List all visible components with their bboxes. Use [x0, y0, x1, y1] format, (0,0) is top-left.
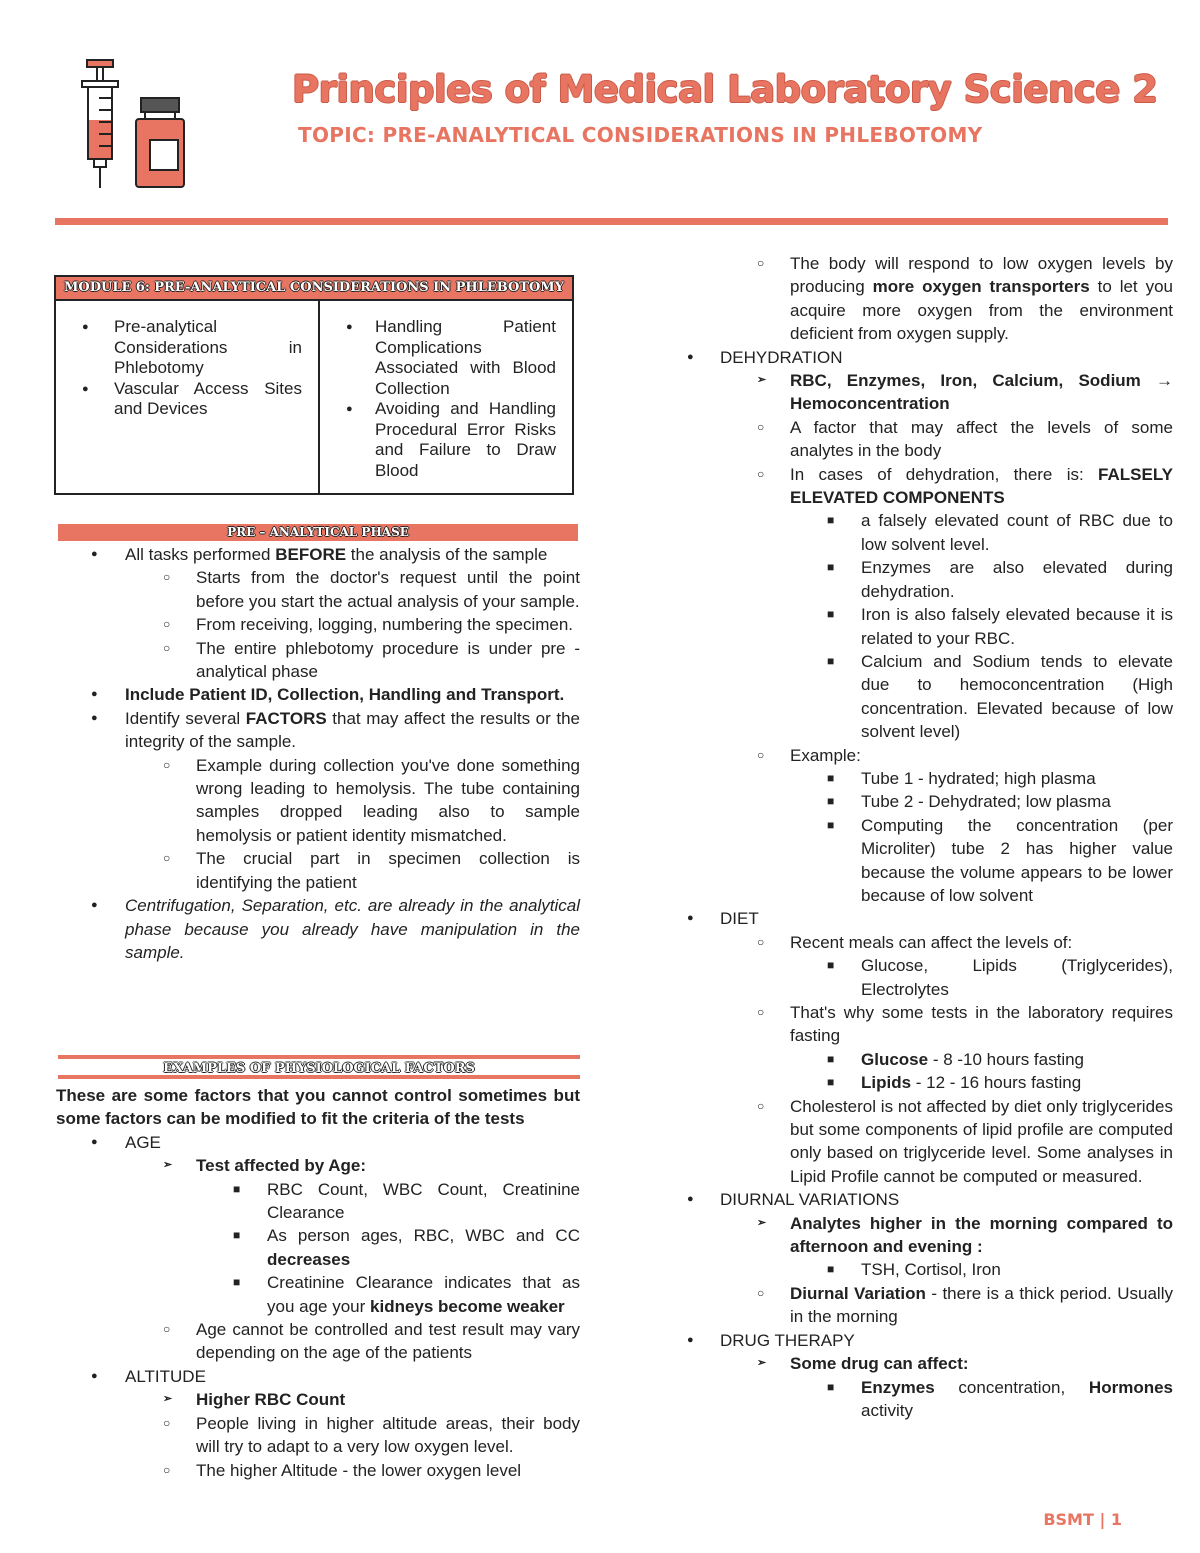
module-heading: MODULE 6: PRE-ANALYTICAL CONSIDERATIONS IN PHLEBOTOMY	[56, 277, 572, 301]
factor-dehydration: ● DEHYDRATION	[720, 346, 1173, 369]
list-item: ■ As person ages, RBC, WBC and CC decreases	[267, 1224, 580, 1271]
list-item: ■ a falsely elevated count of RBC due to low solvent level.	[861, 509, 1173, 556]
list-item: ➢ Analytes higher in the morning compared to afternoon and evening :	[790, 1212, 1173, 1259]
list-item: ○ Cholesterol is not affected by diet only triglycerides but some components of lipid profile are computed only based on triglyceride level. Some analyses in Lipid Profile cannot be computed or measured.	[790, 1095, 1173, 1189]
section-intro: These are some factors that you cannot control sometimes but some factors can be modified to fit the criteria of the tests	[56, 1086, 580, 1129]
list-item: ● Vascular Access Sites and Devices	[56, 379, 302, 420]
list-item: ● Avoiding and Handling Procedural Error Risks and Failure to Draw Blood	[320, 399, 556, 481]
factor-drug-therapy: ● DRUG THERAPY	[720, 1329, 1173, 1352]
list-item: ○ Diurnal Variation - there is a thick period. Usually in the morning	[790, 1282, 1173, 1329]
list-item: ○ A factor that may affect the levels of some analytes in the body	[790, 416, 1173, 463]
document-title: Principles of Medical Laboratory Science 2	[292, 68, 1158, 111]
factor-age: ● AGE	[125, 1131, 580, 1154]
list-item: ○ The entire phlebotomy procedure is under pre - analytical phase	[196, 637, 580, 684]
factor-diurnal-variations: ● DIURNAL VARIATIONS	[720, 1188, 1173, 1211]
factor-altitude: ● ALTITUDE	[125, 1365, 580, 1388]
physiological-section-right	[0, 252, 1173, 1422]
list-item: ■ Computing the concentration (per Microliter) tube 2 has higher value because the volume appears to be lower because of low solvent	[861, 814, 1173, 908]
list-item: ○ The body will respond to low oxygen levels by producing more oxygen transporters to let you acquire more oxygen from the environment deficient from oxygen supply.	[790, 252, 1173, 346]
list-item: ➢ Test affected by Age:	[196, 1154, 580, 1177]
list-item: ● Identify several FACTORS that may affect the results or the integrity of the sample.	[125, 707, 580, 754]
list-item: ■ RBC Count, WBC Count, Creatinine Clearance	[267, 1178, 580, 1225]
section-heading-pre-analytical: PRE – ANALYTICAL PHASE	[58, 524, 578, 541]
list-item: ○ Recent meals can affect the levels of:	[790, 931, 1173, 954]
factor-diet: ● DIET	[720, 907, 1173, 930]
list-item: ■ TSH, Cortisol, Iron	[861, 1258, 1173, 1281]
list-item: ■ Tube 1 - hydrated; high plasma	[861, 767, 1173, 790]
list-item: ■ Tube 2 - Dehydrated; low plasma	[861, 790, 1173, 813]
list-item: ➢ Higher RBC Count	[196, 1388, 580, 1411]
page-footer: BSMT | 1	[1043, 1510, 1122, 1529]
list-item: ○ That's why some tests in the laboratory requires fasting	[790, 1001, 1173, 1048]
list-item: ● All tasks performed BEFORE the analysis of the sample	[125, 543, 580, 566]
list-item: ■ Lipids - 12 - 16 hours fasting	[861, 1071, 1173, 1094]
list-item: ○ Example during collection you've done something wrong leading to hemolysis. The tube containing samples dropped leading also to sample hemolysis or patient identity mismatched.	[196, 754, 580, 848]
list-item: ● Pre-analytical Considerations in Phlebotomy	[56, 317, 302, 379]
list-item: ➢ RBC, Enzymes, Iron, Calcium, Sodium → Hemoconcentration	[790, 369, 1173, 416]
list-item: ○ Starts from the doctor's request until the point before you start the actual analysis of your sample.	[196, 566, 580, 613]
list-item: ○ In cases of dehydration, there is: FALSELY ELEVATED COMPONENTS	[790, 463, 1173, 510]
list-item: ○ The higher Altitude - the lower oxygen level	[196, 1459, 580, 1482]
list-item: ■ Calcium and Sodium tends to elevate due to hemoconcentration (High concentration. Elevated because of low solvent level)	[861, 650, 1173, 744]
syringe-icon	[78, 58, 122, 190]
list-item: ■ Iron is also falsely elevated because it is related to your RBC.	[861, 603, 1173, 650]
list-item: ■ Glucose - 8 -10 hours fasting	[861, 1048, 1173, 1071]
list-item: ○ From receiving, logging, numbering the specimen.	[196, 613, 580, 636]
list-item: ○ People living in higher altitude areas, their body will try to adapt to a very low oxygen level.	[196, 1412, 580, 1459]
list-item: ● Handling Patient Complications Associated with Blood Collection	[320, 317, 556, 399]
list-item: ➢ Some drug can affect:	[790, 1352, 1173, 1375]
list-item: ○ The crucial part in specimen collection is identifying the patient	[196, 847, 580, 894]
list-item: ■ Glucose, Lipids (Triglycerides), Electrolytes	[861, 954, 1173, 1001]
medicine-vial-icon	[132, 96, 188, 190]
list-item: ■ Enzymes concentration, Hormones activity	[861, 1376, 1173, 1423]
list-item: ● Include Patient ID, Collection, Handling and Transport.	[125, 683, 580, 706]
topic-subtitle: TOPIC: PRE-ANALYTICAL CONSIDERATIONS IN PHLEBOTOMY	[298, 123, 983, 147]
header-divider	[55, 218, 1168, 225]
list-item: ○ Age cannot be controlled and test result may vary depending on the age of the patients	[196, 1318, 580, 1365]
list-item: ■ Enzymes are also elevated during dehydration.	[861, 556, 1173, 603]
list-item: ○ Example:	[790, 744, 1173, 767]
section-heading-physiological: EXAMPLES OF PHYSIOLOGICAL FACTORS	[58, 1055, 580, 1079]
list-item: ● Centrifugation, Separation, etc. are already in the analytical phase because you already have manipulation in the sample.	[125, 894, 580, 964]
list-item: ■ Creatinine Clearance indicates that as you age your kidneys become weaker	[267, 1271, 580, 1318]
